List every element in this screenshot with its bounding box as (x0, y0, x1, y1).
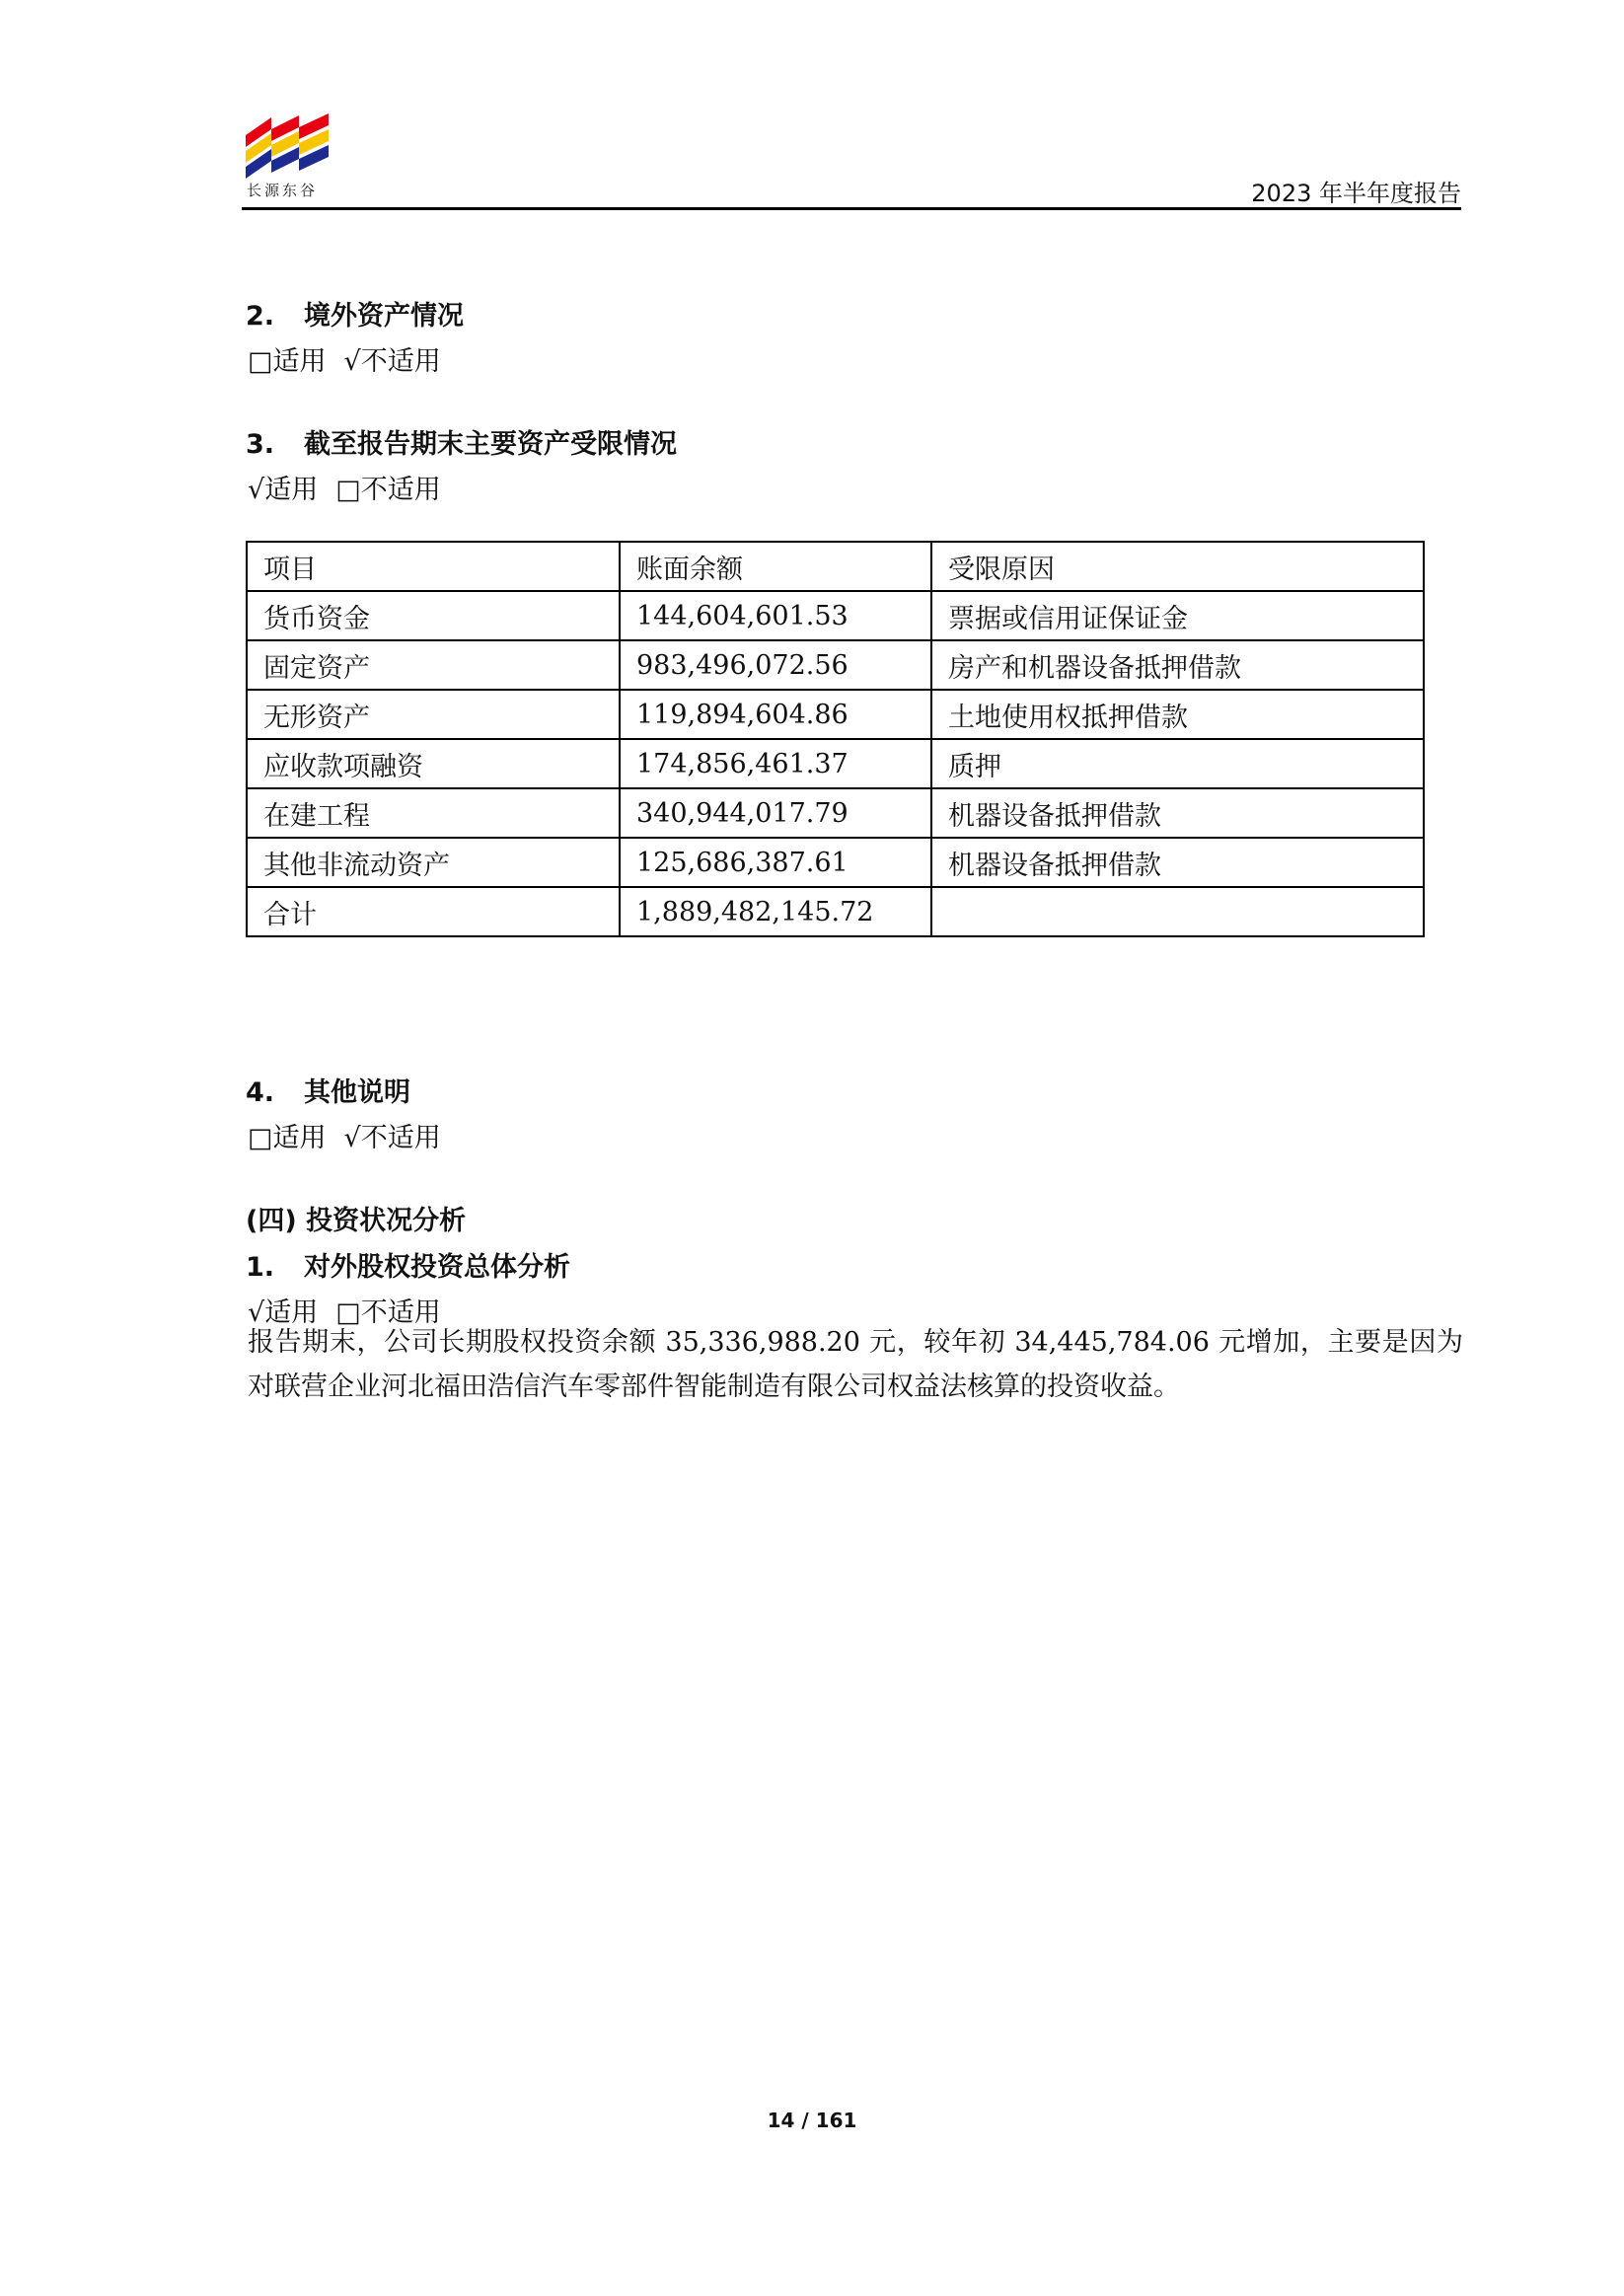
cell-balance: 1,889,482,145.72 (620, 887, 931, 936)
table-header-row (247, 542, 1424, 591)
option-not-applicable: √不适用 (343, 1123, 441, 1153)
investment-paragraph: 报告期末，公司长期股权投资余额 35,336,988.20 元，较年初 34,445,784.06 元增加，主要是因为对联营企业河北福田浩信汽车零部件智能制造有限公司权益法核算的投资收益。 (248, 1327, 1463, 1402)
cell-reason: 质押 (931, 739, 1424, 788)
cell-item: 其他非流动资产 (247, 838, 620, 887)
cell-reason: 房产和机器设备抵押借款 (931, 640, 1424, 690)
header-cell-reason: 受限原因 (931, 542, 1424, 591)
option-not-applicable: √不适用 (343, 346, 441, 377)
table-total-row (247, 887, 1424, 936)
cell-reason: 土地使用权抵押借款 (931, 690, 1424, 739)
cell-item: 应收款项融资 (247, 739, 620, 788)
cell-item: 固定资产 (247, 640, 620, 690)
option-not-applicable: □不适用 (335, 1297, 441, 1328)
cell-balance: 340,944,017.79 (620, 788, 931, 838)
section-2-heading (246, 294, 464, 333)
table-row (247, 739, 1424, 788)
cell-balance: 125,686,387.61 (620, 838, 931, 887)
option-applicable: √适用 (248, 475, 319, 505)
logo-text: 长源东谷 (247, 182, 319, 199)
cell-item: 合计 (247, 887, 620, 936)
section-number: 4. (246, 1077, 275, 1108)
page-number: 14 / 161 (767, 2109, 857, 2132)
option-applicable: □适用 (248, 346, 327, 377)
cell-balance: 174,856,461.37 (620, 739, 931, 788)
cell-reason: 票据或信用证保证金 (931, 591, 1424, 640)
section-2-options (248, 339, 459, 378)
subsection-1-heading (246, 1245, 570, 1284)
cell-item: 在建工程 (247, 788, 620, 838)
cell-item: 无形资产 (247, 690, 620, 739)
table-row (247, 788, 1424, 838)
table-row (247, 640, 1424, 690)
cell-balance: 983,496,072.56 (620, 640, 931, 690)
cell-reason: 机器设备抵押借款 (931, 788, 1424, 838)
option-applicable: □适用 (248, 1123, 327, 1153)
cell-item: 货币资金 (247, 591, 620, 640)
part-4-heading: (四) 投资状况分析 (246, 1206, 467, 1236)
section-number: 2. (246, 301, 275, 332)
section-4-heading (246, 1071, 410, 1109)
header-cell-item: 项目 (247, 542, 620, 591)
header-divider (242, 207, 1461, 210)
cell-reason (931, 887, 1424, 936)
table-row (247, 591, 1424, 640)
cell-reason: 机器设备抵押借款 (931, 838, 1424, 887)
section-title: 境外资产情况 (304, 301, 464, 332)
restricted-assets-table (246, 541, 1425, 937)
section-title: 其他说明 (304, 1077, 410, 1108)
report-title: 2023 年半年度报告 (1251, 180, 1461, 207)
section-number: 1. (246, 1252, 275, 1283)
option-applicable: √适用 (248, 1297, 319, 1328)
section-number: 3. (246, 429, 275, 460)
section-4-options (248, 1116, 459, 1154)
section-3-heading (246, 422, 677, 461)
table-row (247, 690, 1424, 739)
cell-balance: 144,604,601.53 (620, 591, 931, 640)
section-3-options (248, 468, 459, 506)
header-cell-balance: 账面余额 (620, 542, 931, 591)
cell-balance: 119,894,604.86 (620, 690, 931, 739)
table-row (247, 838, 1424, 887)
option-not-applicable: □不适用 (335, 475, 441, 505)
section-title: 对外股权投资总体分析 (304, 1252, 570, 1283)
section-title: 截至报告期末主要资产受限情况 (304, 429, 677, 460)
